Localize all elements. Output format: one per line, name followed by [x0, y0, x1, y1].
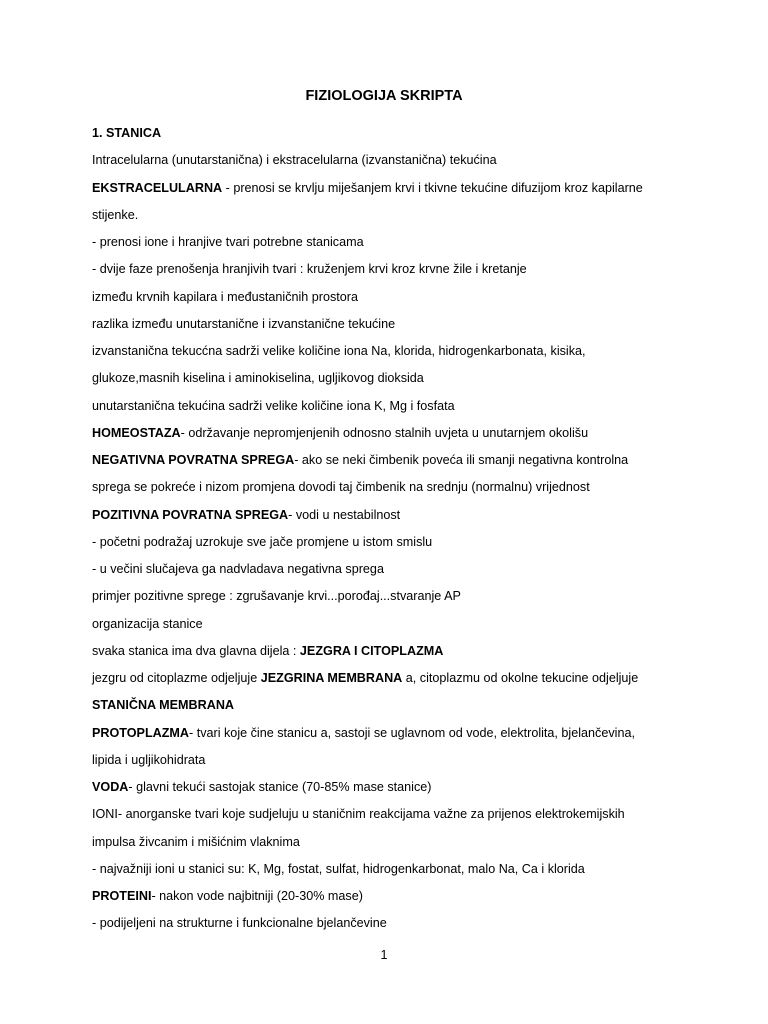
- line-text: sprega se pokreće i nizom promjena dovodi taj čimbenik na srednju (normalnu) vrijednost: [92, 480, 590, 495]
- line-text: organizacija stanice: [92, 616, 203, 631]
- line-text: izvanstanična tekucćna sadrži velike količine iona Na, klorida, hidrogenkarbonata, kisika,: [92, 344, 586, 358]
- line-text: između krvnih kapilara i međustaničnih prostora: [92, 289, 358, 304]
- text-line: [92, 638, 692, 665]
- line-text: lipida i ugljikohidrata: [92, 752, 206, 767]
- bold-term: STANIČNA MEMBRANA: [92, 698, 235, 713]
- text-line: [92, 474, 692, 501]
- text-line: [92, 120, 692, 147]
- line-text: - ako se neki čimbenik poveća ili smanji negativna kontrolna: [294, 453, 629, 467]
- text-line: [92, 284, 692, 311]
- text-line: [92, 338, 692, 365]
- line-text: a, citoplazmu od okolne tekucine odjeljuje: [402, 671, 639, 685]
- line-text: razlika između unutarstanične i izvanstanične tekućine: [92, 316, 396, 331]
- bold-term: JEZGRA I CITOPLAZMA: [299, 643, 444, 658]
- text-line: [92, 692, 692, 719]
- bold-term: 1. STANICA: [92, 126, 162, 140]
- text-line: [92, 229, 692, 256]
- text-line: [92, 883, 692, 910]
- text-line: [92, 420, 692, 447]
- text-line: [92, 720, 692, 747]
- text-line: [92, 556, 692, 583]
- bold-term: NEGATIVNA POVRATNA SPREGA: [92, 453, 295, 467]
- bold-term: PROTEINI: [92, 889, 152, 903]
- line-text: - u večini slučajeva ga nadvladava negativna sprega: [92, 562, 384, 576]
- line-text: impulsa živcanim i mišićnim vlaknima: [92, 834, 300, 849]
- text-line: [92, 583, 692, 610]
- line-text: unutarstanična tekućina sadrži velike količine iona K, Mg i fosfata: [92, 398, 455, 413]
- line-text: Intracelularna (unutarstanična) i ekstracelularna (izvanstanična) tekućina: [92, 153, 497, 168]
- text-line: [92, 801, 692, 828]
- text-line: [92, 175, 692, 202]
- text-line: [92, 910, 692, 937]
- line-text: - prenosi ione i hranjive tvari potrebne stanicama: [92, 235, 364, 249]
- bold-term: PROTOPLAZMA: [92, 725, 190, 740]
- line-text: IONI- anorganske tvari koje sudjeluju u staničnim reakcijama važne za prijenos elektrokemijskih: [92, 807, 625, 822]
- text-line: [92, 365, 692, 392]
- bold-term: POZITIVNA POVRATNA SPREGA: [92, 507, 289, 522]
- line-text: - nakon vode najbitniji (20-30% mase): [151, 889, 363, 903]
- line-text: primjer pozitivne sprege : zgrušavanje krvi...porođaj...stvaranje AP: [92, 589, 461, 604]
- bold-term: EKSTRACELULARNA: [92, 180, 223, 195]
- line-text: - početni podražaj uzrokuje sve jače promjene u istom smislu: [92, 534, 433, 549]
- text-line: [92, 665, 692, 692]
- line-text: - najvažniji ioni u stanici su: K, Mg, fostat, sulfat, hidrogenkarbonat, malo Na, Ca i klorida: [92, 861, 585, 876]
- text-line: [92, 202, 692, 229]
- text-line: [92, 747, 692, 774]
- text-line: [92, 774, 692, 801]
- text-line: [92, 856, 692, 883]
- text-line: [92, 393, 692, 420]
- line-text: jezgru od citoplazme odjeljuje: [92, 671, 261, 685]
- line-text: - održavanje nepromjenjenih odnosno stalnih uvjeta u unutarnjem okolišu: [180, 425, 589, 440]
- text-line: [92, 147, 692, 174]
- line-text: stijenke.: [92, 207, 139, 222]
- document-body: [92, 120, 692, 938]
- text-line: [92, 829, 692, 856]
- line-text: - podijeljeni na strukturne i funkcionalne bjelančevine: [92, 916, 387, 931]
- text-line: [92, 447, 692, 474]
- text-line: [92, 256, 692, 283]
- text-line: [92, 611, 692, 638]
- line-text: - tvari koje čine stanicu a, sastoji se uglavnom od vode, elektrolita, bjelančevina,: [189, 725, 635, 740]
- line-text: glukoze,masnih kiselina i aminokiselina, ugljikovog dioksida: [92, 371, 424, 386]
- text-line: [92, 529, 692, 556]
- text-line: [92, 502, 692, 529]
- line-text: - vodi u nestabilnost: [288, 507, 401, 522]
- line-text: - dvije faze prenošenja hranjivih tvari : kruženjem krvi kroz krvne žile i kretanje: [92, 262, 527, 277]
- bold-term: HOMEOSTAZA: [92, 425, 181, 440]
- page-number: 1: [380, 948, 388, 962]
- line-text: svaka stanica ima dva glavna dijela :: [92, 643, 300, 658]
- text-line: [92, 311, 692, 338]
- line-text: - prenosi se krvlju miješanjem krvi i tkivne tekućine difuzijom kroz kapilarne: [222, 180, 643, 195]
- document-title: FIZIOLOGIJA SKRIPTA: [305, 88, 463, 104]
- bold-term: VODA: [92, 780, 129, 794]
- line-text: - glavni tekući sastojak stanice (70-85% mase stanice): [128, 780, 432, 794]
- bold-term: JEZGRINA MEMBRANA: [260, 671, 403, 685]
